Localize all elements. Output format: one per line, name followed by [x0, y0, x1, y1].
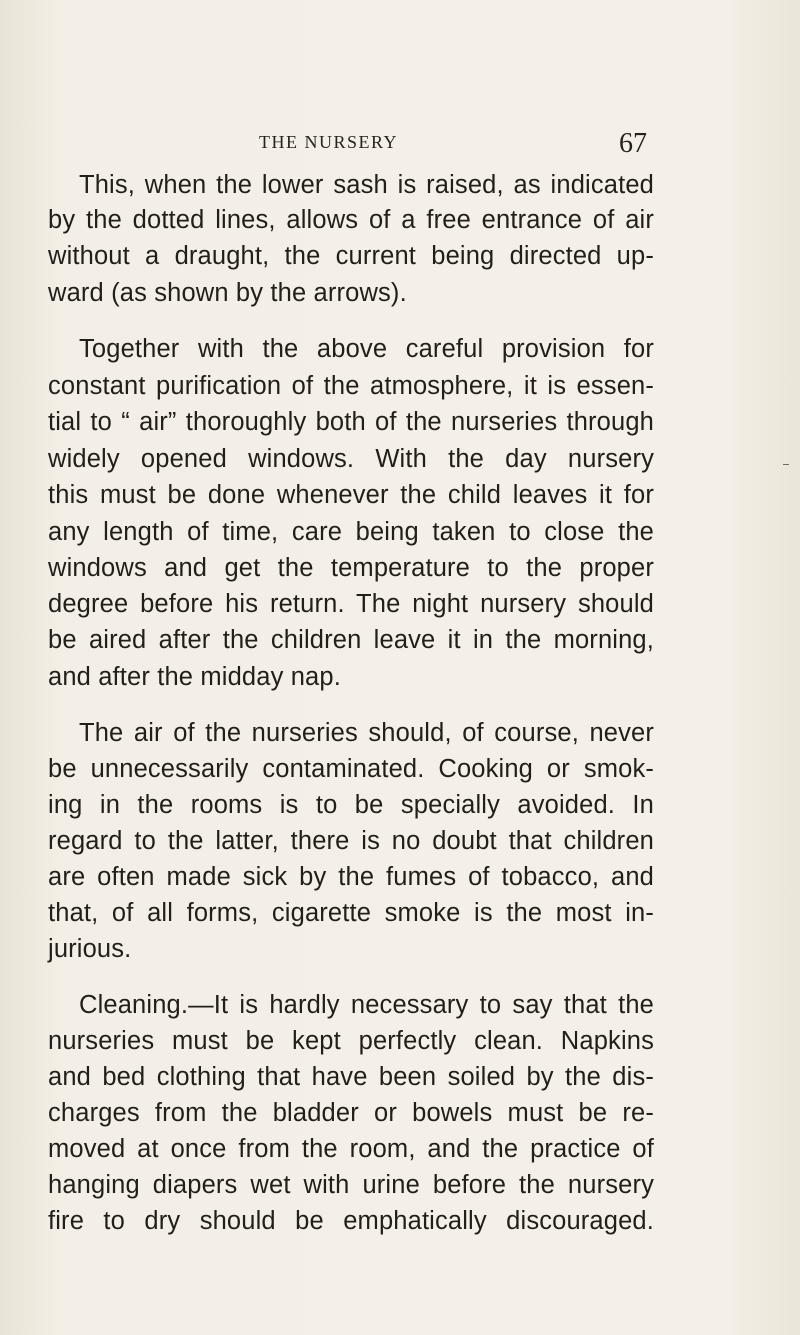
text-line: degree before his return. The night nursery should [48, 590, 654, 618]
text-line: windows and get the temperature to the proper [48, 554, 654, 582]
text-line: This, when the lower sash is raised, as indicated [79, 171, 654, 199]
text-line: regard to the latter, there is no doubt that children [48, 827, 654, 855]
text-line: tial to “ air” thoroughly both of the nurseries through [48, 408, 654, 436]
text-line: charges from the bladder or bowels must be re- [48, 1099, 654, 1127]
text-line: ward (as shown by the arrows). [48, 279, 407, 307]
text-line: be aired after the children leave it in the morning, [48, 626, 654, 654]
page-number: 67 [619, 128, 647, 159]
text-line: that, of all forms, cigarette smoke is the most in- [48, 899, 654, 927]
margin-mark [783, 464, 789, 465]
text-line: moved at once from the room, and the practice of [48, 1135, 654, 1163]
text-line: any length of time, care being taken to close the [48, 518, 654, 546]
text-line: without a draught, the current being directed up- [48, 242, 654, 270]
text-line: fire to dry should be emphatically discouraged. [48, 1207, 654, 1235]
text-line: and bed clothing that have been soiled by the dis- [48, 1063, 654, 1091]
text-line: this must be done whenever the child leaves it for [48, 481, 654, 509]
text-line: nurseries must be kept perfectly clean. Napkins [48, 1027, 654, 1055]
text-line: ing in the rooms is to be specially avoided. In [48, 791, 654, 819]
text-line: jurious. [48, 935, 132, 963]
text-line: are often made sick by the fumes of tobacco, and [48, 863, 654, 891]
text-line: widely opened windows. With the day nursery [48, 445, 654, 473]
text-line: be unnecessarily contaminated. Cooking or smok- [48, 755, 654, 783]
running-title: THE NURSERY [259, 132, 399, 152]
text-line: Together with the above careful provision for [79, 335, 654, 363]
text-line: Cleaning.—It is hardly necessary to say that the [79, 991, 654, 1019]
text-line: The air of the nurseries should, of course, never [79, 719, 654, 747]
text-line: and after the midday nap. [48, 663, 341, 691]
text-line: by the dotted lines, allows of a free entrance of air [48, 206, 654, 234]
text-line: constant purification of the atmosphere, it is essen- [48, 372, 654, 400]
text-line: hanging diapers wet with urine before the nursery [48, 1171, 654, 1199]
